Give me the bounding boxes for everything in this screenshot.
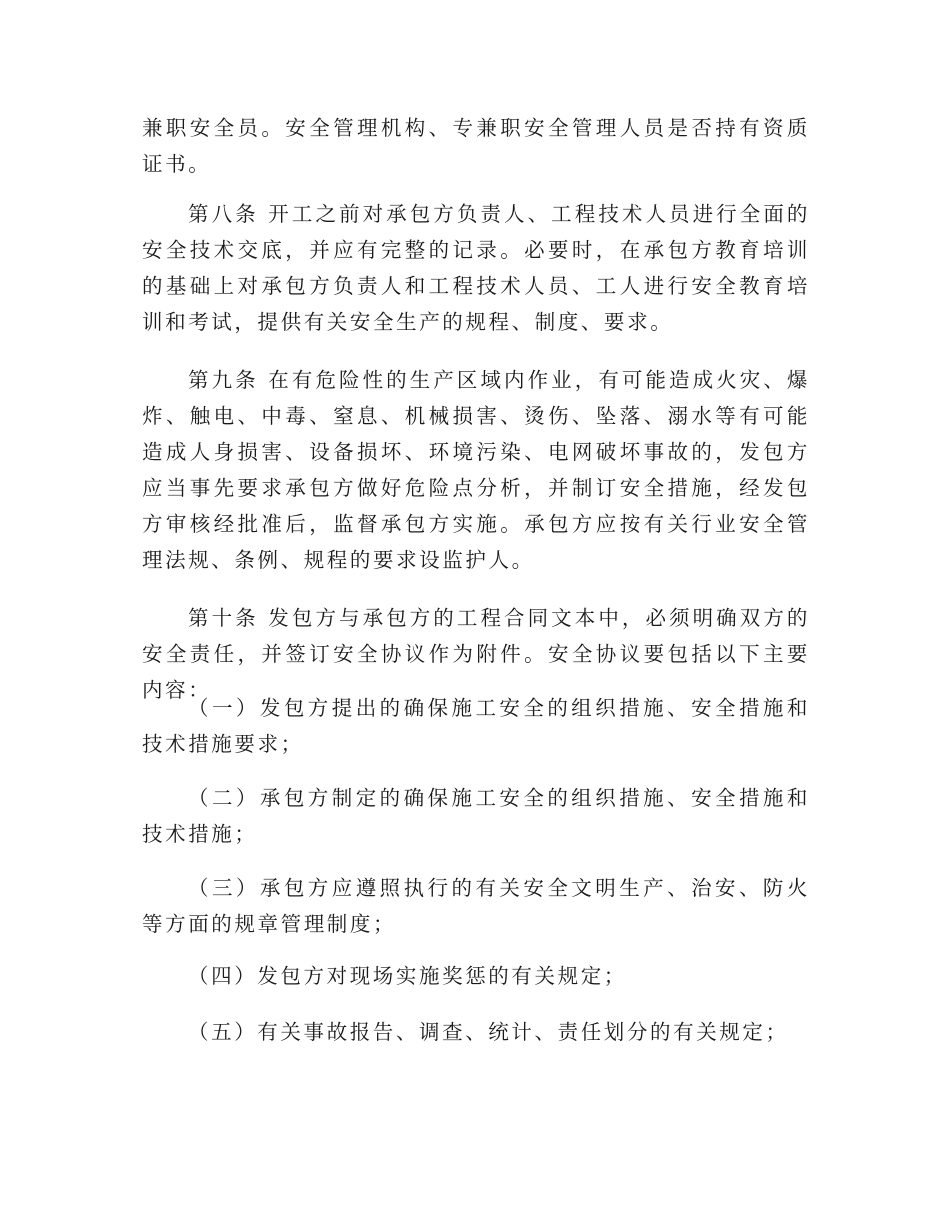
list-item-4: （四）发包方对现场实施奖惩的有关规定； [188,964,627,988]
paragraph-continuation: 兼职安全员。安全管理机构、专兼职安全管理人员是否持有资质证书。 [142,116,810,176]
list-item-1: （一）发包方提出的确保施工安全的组织措施、安全措施和技术措施要求； [142,696,810,756]
list-item-5: （五）有关事故报告、调查、统计、责任划分的有关规定； [188,1020,789,1044]
paragraph-article-8: 第八条 开工之前对承包方负责人、工程技术人员进行全面的安全技术交底，并应有完整的记录。必要时，在承包方教育培训的基础上对承包方负责人和工程技术人员、工人进行安全教育培训和考试，提供有关安全生产的规程、制度、要求。 [142,202,810,334]
list-item-2: （二）承包方制定的确保施工安全的组织措施、安全措施和技术措施； [142,786,810,846]
list-item-3: （三）承包方应遵照执行的有关安全文明生产、治安、防火等方面的规章管理制度； [142,876,810,936]
paragraph-article-9: 第九条 在有危险性的生产区域内作业，有可能造成火灾、爆炸、触电、中毒、窒息、机械损害、烫伤、坠落、溺水等有可能造成人身损害、设备损坏、环境污染、电网破坏事故的，发包方应当事先要求承包方做好危险点分析，并制订安全措施，经发包方审核经批准后，监督承包方实施。承包方应按有关行业安全管理法规、条例、规程的要求设监护人。 [142,368,810,572]
paragraph-article-10: 第十条 发包方与承包方的工程合同文本中，必须明确双方的安全责任，并签订安全协议作为附件。安全协议要包括以下主要内容： [142,606,810,702]
